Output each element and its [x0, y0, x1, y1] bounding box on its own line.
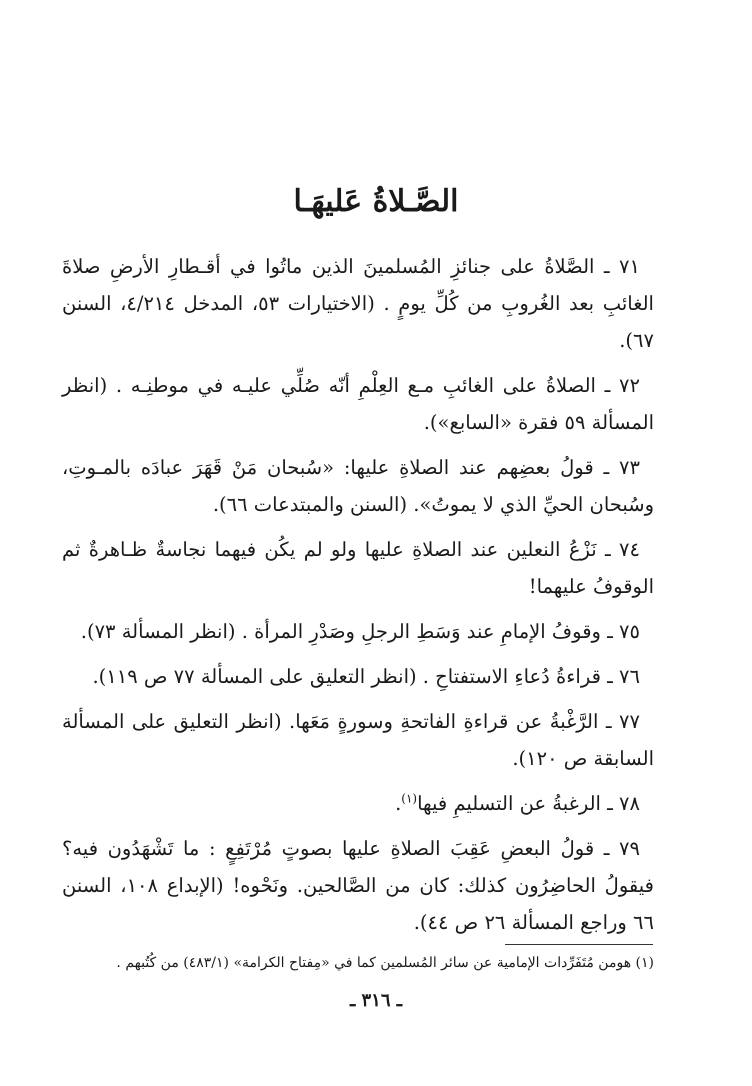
footnote: (١) هومن مُتَفَرِّدات الإمامية عن سائر المُسلمين كما في «مِفتاح الكرامة» (٤٨٣/١) من كُتُبهم .: [116, 955, 654, 971]
paragraph-71: ٧١ ـ الصَّلاةُ على جنائزِ المُسلمينَ الذين ماتُوا في أقـطارِ الأرضِ صلاةَ الغائبِ بعد الغُروبِ من كُلِّ يومٍ . (الاختيارات ٥٣، المدخل ٤/٢١٤، السنن ٦٧).: [62, 255, 654, 352]
footnote-marker: (١): [401, 791, 418, 806]
paragraph-73: ٧٣ ـ قولُ بعضِهم عند الصلاةِ عليها: «سُبحان مَنْ قَهَرَ عبادَه بالمـوتِ، وسُبحان الحيِّ الذي لا يموتُ». (السنن والمبتدعات ٦٦).: [62, 456, 654, 516]
paragraph-75: ٧٥ ـ وقوفُ الإمامِ عند وَسَطِ الرجلِ وصَدْرِ المرأة . (انظر المسألة ٧٣).: [80, 620, 640, 643]
paragraph-77: ٧٧ ـ الرَّغْبةُ عن قراءةِ الفاتحةِ وسورةٍ مَعَها. (انظر التعليق على المسألة السابقة ص ١٢٠).: [62, 710, 654, 770]
page-number: ـ ٣١٦ ـ: [349, 990, 403, 1011]
paragraph-78-text: ٧٨ ـ الرغبةُ عن التسليمِ فيها: [417, 792, 640, 815]
paragraph-79: ٧٩ ـ قولُ البعضِ عَقِبَ الصلاةِ عليها بصوتٍ مُرْتَفِعٍ : ما تَشْهَدُون فيه؟ فيقولُ الحاضِرُون كذلك: كان من الصَّالحين. ونَحْوه! (الإبداع ١٠٨، السنن ٦٦ وراجع المسألة ٢٦ ص ٤٤).: [62, 837, 654, 934]
body-text: [62, 248, 654, 949]
footnote-divider: [505, 944, 653, 945]
paragraph-72: ٧٢ ـ الصلاةُ على الغائبِ مـع العِلْمِ أنّه صُلِّي عليـه في موطنِـه . (انظر المسألة ٥٩ فقرة «السابع»).: [62, 374, 654, 434]
section-title: الصَّـلاةُ عَليهَـا: [293, 184, 459, 219]
paragraph-78: [62, 785, 654, 822]
paragraph-74: ٧٤ ـ نَزْعُ النعلين عند الصلاةِ عليها ولو لم يكُن فيهما نجاسةٌ ظـاهرةٌ ثم الوقوفُ عليهما!: [62, 538, 654, 598]
paragraph-76: ٧٦ ـ قراءةُ دُعاءِ الاستفتاحِ . (انظر التعليق على المسألة ٧٧ ص ١١٩).: [92, 665, 640, 688]
paragraph-78-tail: .: [395, 792, 402, 815]
